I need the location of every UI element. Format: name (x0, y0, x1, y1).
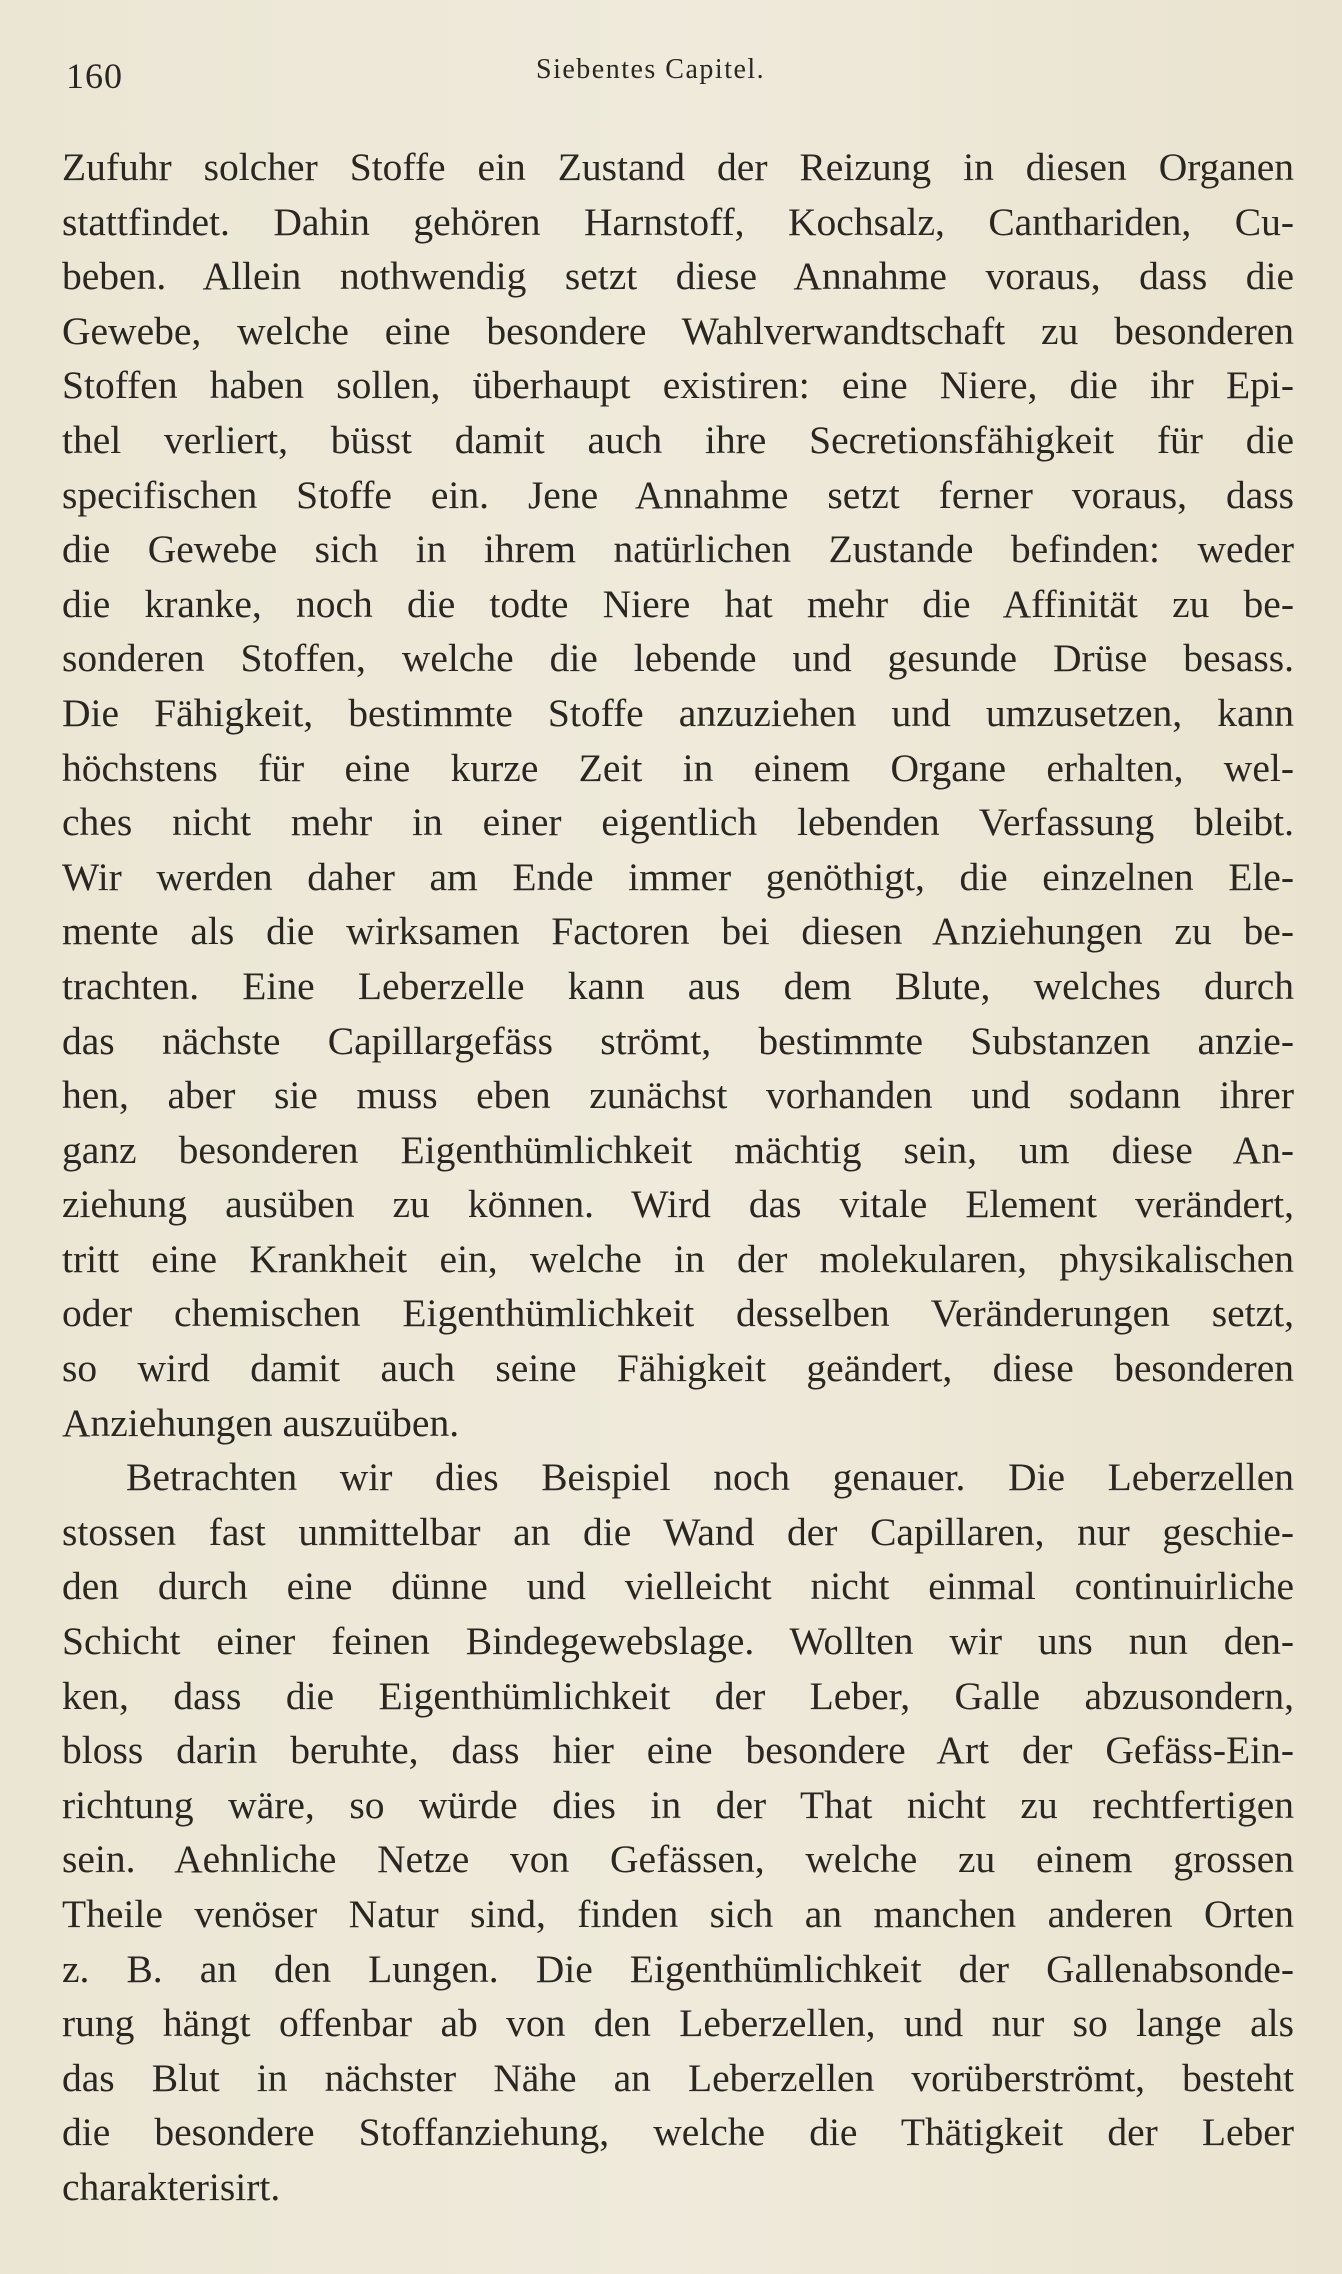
text-line: rung hängt offenbar ab von den Leberzellen, und nur so lange als (62, 2001, 1294, 2046)
text-line: richtung wäre, so würde dies in der That nicht zu rechtfertigen (62, 1782, 1294, 1827)
text-line: ganz besonderen Eigenthümlichkeit mächtig sein, um diese An- (62, 1127, 1294, 1172)
text-line: sein. Aehnliche Netze von Gefässen, welche zu einem grossen (62, 1837, 1294, 1882)
text-line: mente als die wirksamen Factoren bei diesen Anziehungen zu be- (62, 909, 1294, 954)
text-line: ziehung ausüben zu können. Wird das vitale Element verändert, (62, 1182, 1294, 1227)
text-line: sonderen Stoffen, welche die lebende und gesunde Drüse besass. (62, 636, 1294, 681)
text-line: ches nicht mehr in einer eigentlich lebenden Verfassung bleibt. (62, 800, 1294, 845)
text-line: oder chemischen Eigenthümlichkeit desselben Veränderungen setzt, (62, 1291, 1294, 1336)
text-line: den durch eine dünne und vielleicht nicht einmal continuirliche (62, 1564, 1294, 1609)
text-line: tritt eine Krankheit ein, welche in der molekularen, physikalischen (62, 1236, 1294, 1281)
text-line: Zufuhr solcher Stoffe ein Zustand der Reizung in diesen Organen (62, 145, 1294, 189)
text-line: Anziehungen auszuüben. (62, 1400, 460, 1445)
text-line: die Gewebe sich in ihrem natürlichen Zustande befinden: weder (62, 527, 1294, 572)
text-line: die besondere Stoffanziehung, welche die Thätigkeit der Leber (62, 2110, 1294, 2155)
body-text (62, 140, 1294, 2215)
text-line: Schicht einer feinen Bindegewebslage. Wollten wir uns nun den- (62, 1619, 1294, 1664)
text-line: hen, aber sie muss eben zunächst vorhanden und sodann ihrer (62, 1073, 1294, 1118)
text-line: Theile venöser Natur sind, finden sich an manchen anderen Orten (62, 1892, 1294, 1936)
text-line: Betrachten wir dies Beispiel noch genauer. Die Leberzellen (126, 1455, 1294, 1500)
text-line: ken, dass die Eigenthümlichkeit der Leber, Galle abzusondern, (62, 1673, 1294, 1718)
text-line: Die Fähigkeit, bestimmte Stoffe anzuziehen und umzusetzen, kann (62, 690, 1294, 735)
text-line: specifischen Stoffe ein. Jene Annahme setzt ferner voraus, dass (62, 472, 1294, 517)
text-line: höchstens für eine kurze Zeit in einem Organe erhalten, wel- (62, 745, 1294, 790)
text-line: so wird damit auch seine Fähigkeit geändert, diese besonderen (62, 1346, 1294, 1391)
paragraph-1 (62, 140, 1294, 1450)
text-line: Gewebe, welche eine besondere Wahlverwandtschaft zu besonderen (62, 308, 1294, 353)
text-line: trachten. Eine Leberzelle kann aus dem Blute, welches durch (62, 963, 1294, 1008)
text-line: stossen fast unmittelbar an die Wand der Capillaren, nur geschie- (62, 1509, 1294, 1554)
text-line: die kranke, noch die todte Niere hat mehr die Affinität zu be- (62, 581, 1294, 626)
paragraph-2 (62, 1450, 1294, 2214)
text-line: das Blut in nächster Nähe an Leberzellen vorüberströmt, besteht (62, 2055, 1294, 2100)
text-line: stattfindet. Dahin gehören Harnstoff, Kochsalz, Canthariden, Cu- (62, 199, 1294, 244)
text-line: beben. Allein nothwendig setzt diese Annahme voraus, dass die (62, 254, 1294, 299)
page-number: 160 (66, 56, 123, 96)
text-line: Wir werden daher am Ende immer genöthigt, die einzelnen Ele- (62, 854, 1294, 899)
text-line: charakterisirt. (62, 2164, 281, 2209)
text-line: bloss darin beruhte, dass hier eine besondere Art der Gefäss-Ein- (62, 1728, 1294, 1773)
text-line: z. B. an den Lungen. Die Eigenthümlichkeit der Gallenabsonde- (62, 1946, 1294, 1991)
text-line: thel verliert, büsst damit auch ihre Secretionsfähigkeit für die (62, 417, 1294, 462)
text-line: das nächste Capillargefäss strömt, bestimmte Substanzen anzie- (62, 1018, 1294, 1063)
text-line: Stoffen haben sollen, überhaupt existiren: eine Niere, die ihr Epi- (62, 363, 1294, 408)
running-title: Siebentes Capitel. (536, 54, 766, 85)
